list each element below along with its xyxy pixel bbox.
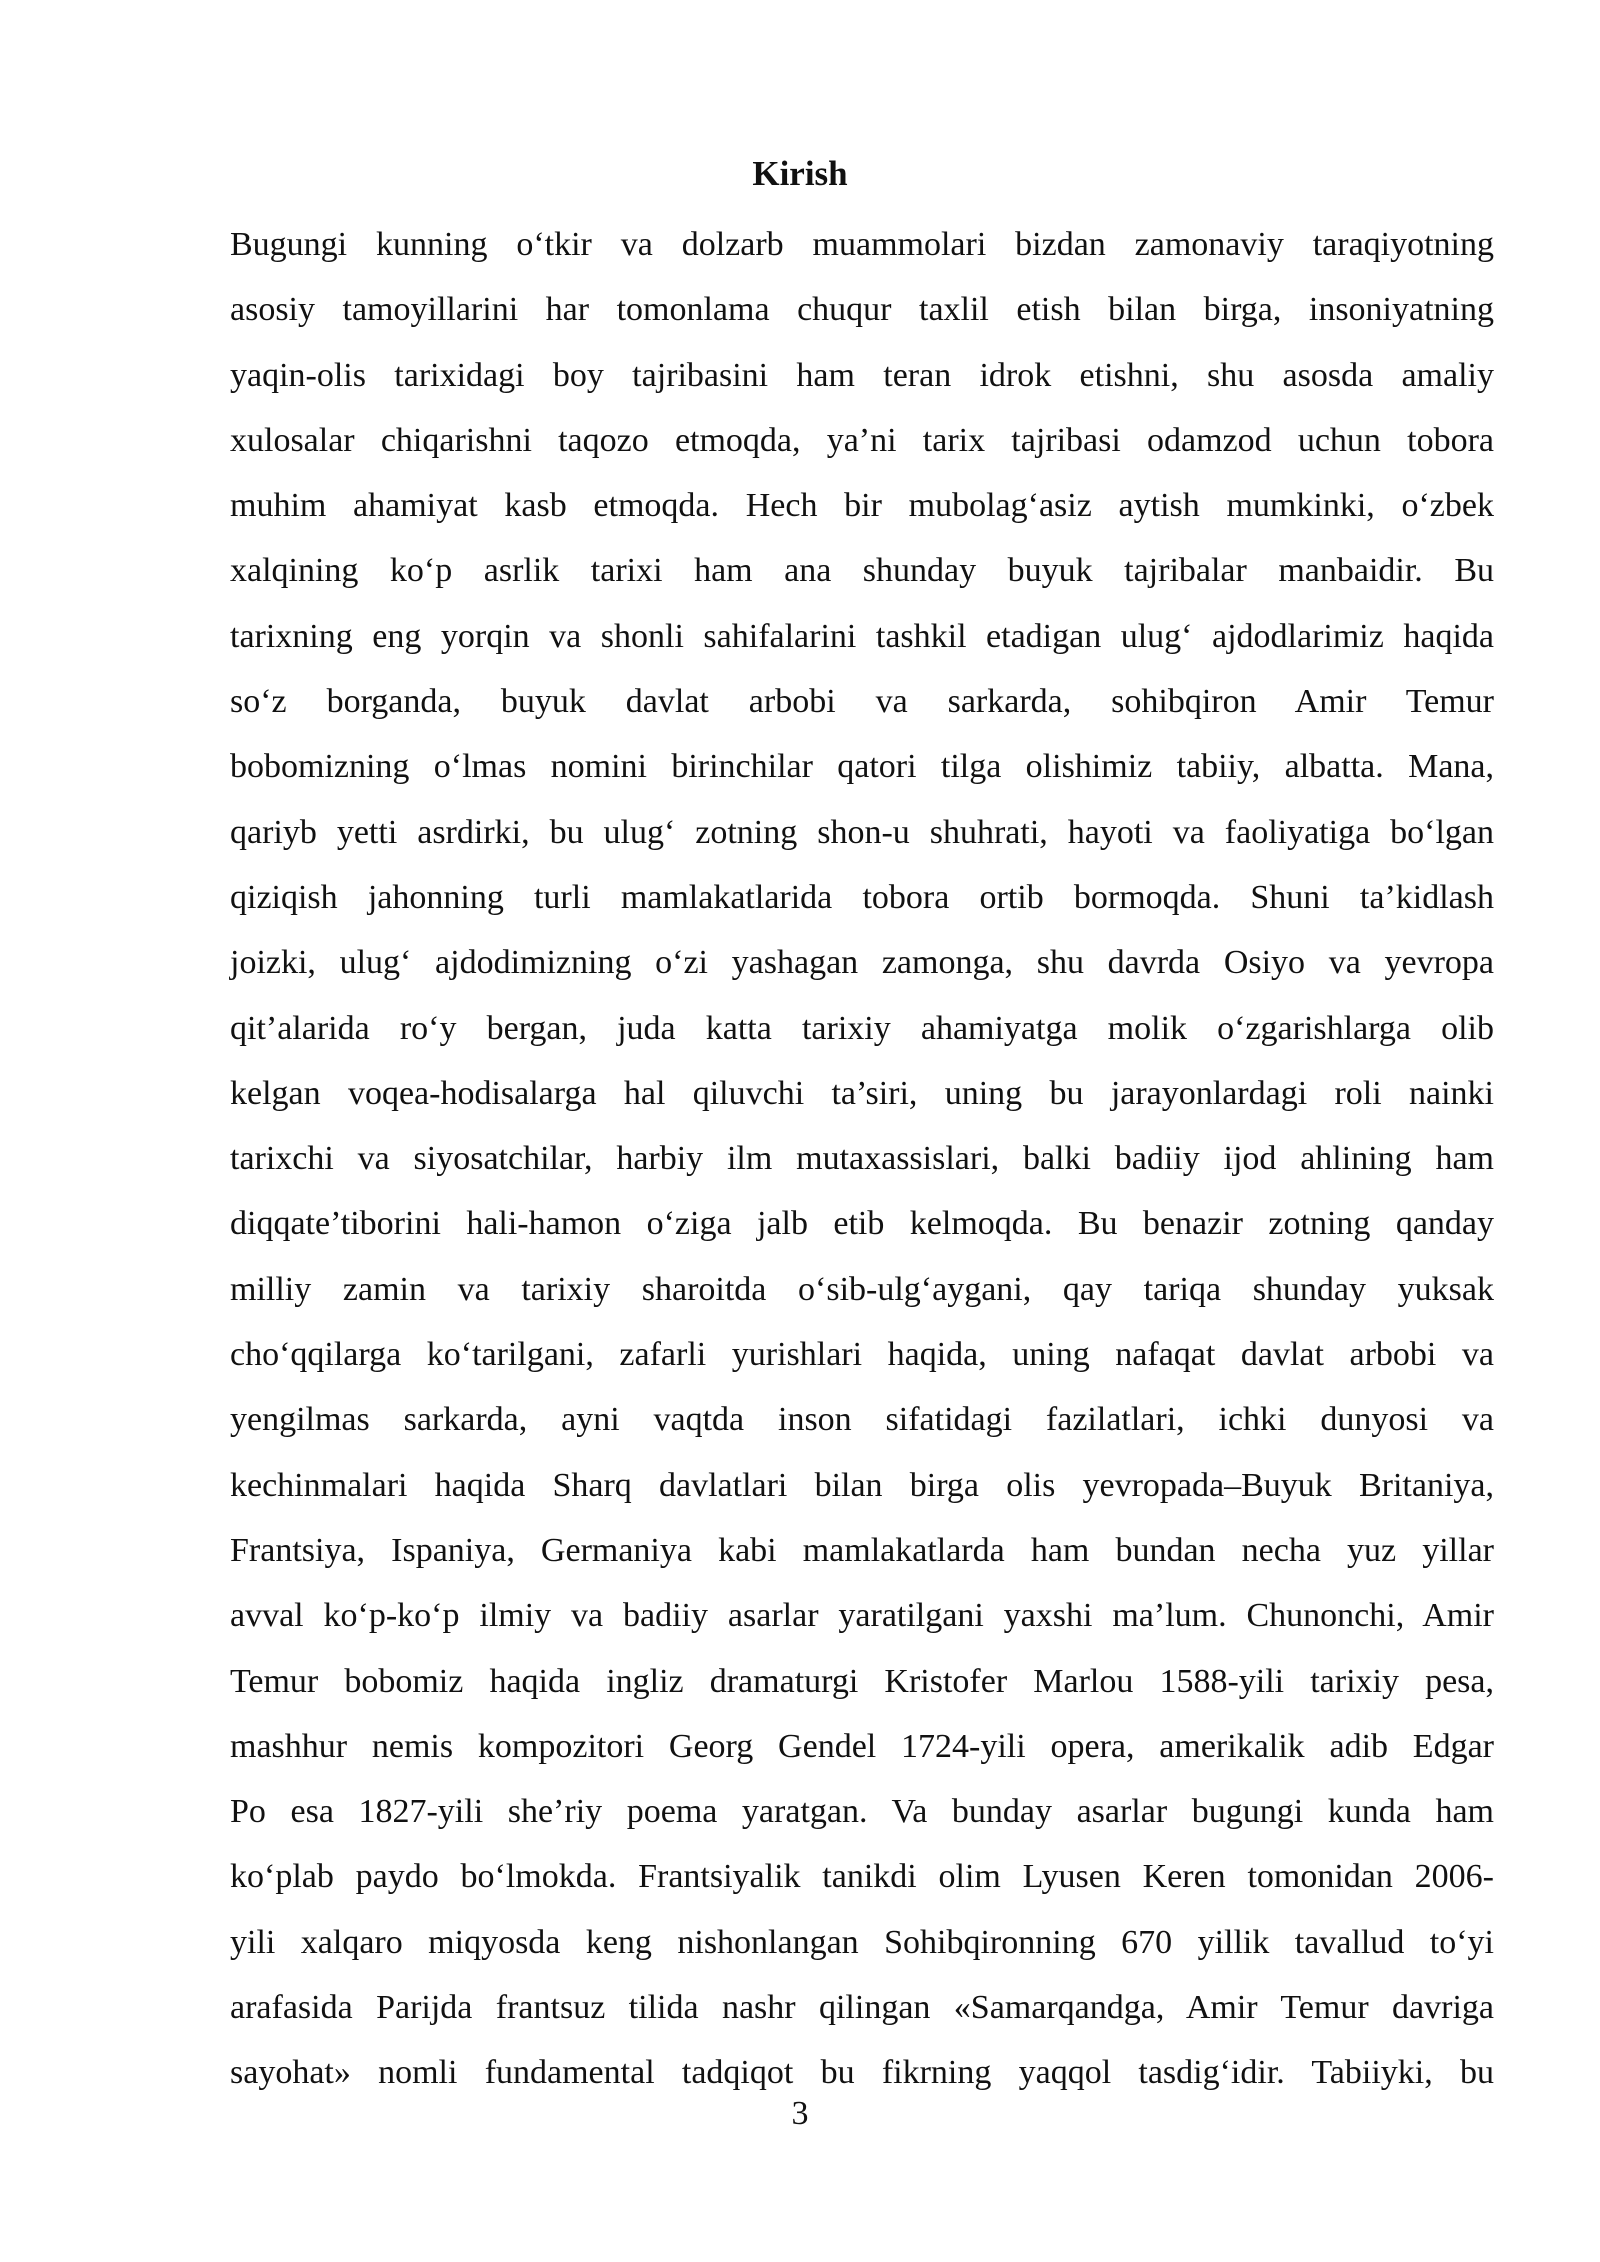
text-line: cho‘qqilarga ko‘tarilgani, zafarli yurishlari haqida, uning nafaqat davlat arbobi va	[230, 1336, 1494, 1374]
text-line: kechinmalari haqida Sharq davlatlari bilan birga olis yevropada–Buyuk Britaniya,	[230, 1466, 1494, 1504]
text-line: yili xalqaro miqyosda keng nishonlangan Sohibqironning 670 yillik tavallud to‘yi	[230, 1923, 1494, 1961]
text-line: Frantsiya, Ispaniya, Germaniya kabi mamlakatlarda ham bundan necha yuz yillar	[230, 1531, 1494, 1569]
text-line: Po esa 1827-yili she’riy poema yaratgan. Va bunday asarlar bugungi kunda ham	[230, 1793, 1494, 1831]
text-line: tarixning eng yorqin va shonli sahifalarini tashkil etadigan ulug‘ ajdodlarimiz haqida	[230, 617, 1494, 655]
text-line: muhim ahamiyat kasb etmoqda. Hech bir mubolag‘asiz aytish mumkinki, o‘zbek	[230, 487, 1494, 525]
text-line: ko‘plab paydo bo‘lmokda. Frantsiyalik tanikdi olim Lyusen Keren tomonidan 2006-	[230, 1858, 1494, 1896]
text-line: mashhur nemis kompozitori Georg Gendel 1724-yili opera, amerikalik adib Edgar	[230, 1727, 1494, 1765]
text-line: asosiy tamoyillarini har tomonlama chuqur taxlil etish bilan birga, insoniyatning	[230, 291, 1494, 329]
text-line: avval ko‘p-ko‘p ilmiy va badiiy asarlar yaratilgani yaxshi ma’lum. Chunonchi, Amir	[230, 1597, 1494, 1635]
text-line: Bugungi kunning o‘tkir va dolzarb muammolari bizdan zamonaviy taraqiyotning	[230, 226, 1494, 263]
text-line: diqqate’tiborini hali-hamon o‘ziga jalb etib kelmoqda. Bu benazir zotning qanday	[230, 1205, 1494, 1243]
text-line: so‘z borganda, buyuk davlat arbobi va sarkarda, sohibqiron Amir Temur	[230, 683, 1494, 721]
text-line: kelgan voqea-hodisalarga hal qiluvchi ta’siri, uning bu jarayonlardagi roli nainki	[230, 1074, 1494, 1112]
text-line: bobomizning o‘lmas nomini birinchilar qatori tilga olishimiz tabiiy, albatta. Mana,	[230, 748, 1494, 786]
text-line: milliy zamin va tarixiy sharoitda o‘sib-ulg‘aygani, qay tariqa shunday yuksak	[230, 1270, 1494, 1308]
text-line: qariyb yetti asrdirki, bu ulug‘ zotning shon-u shuhrati, hayoti va faoliyatiga bo‘lgan	[230, 813, 1494, 851]
text-line: qiziqish jahonning turli mamlakatlarida tobora ortib bormoqda. Shuni ta’kidlash	[230, 878, 1494, 916]
section-heading: Kirish	[752, 154, 848, 193]
text-line: qit’alarida ro‘y bergan, juda katta tarixiy ahamiyatga molik o‘zgarishlarga olib	[230, 1009, 1494, 1047]
body-paragraph	[230, 212, 1494, 2106]
text-line: tarixchi va siyosatchilar, harbiy ilm mutaxassislari, balki badiiy ijod ahlining ham	[230, 1140, 1494, 1178]
text-line: yengilmas sarkarda, ayni vaqtda inson sifatidagi fazilatlari, ichki dunyosi va	[230, 1401, 1494, 1439]
text-line: yaqin-olis tarixidagi boy tajribasini ham teran idrok etishni, shu asosda amaliy	[230, 356, 1494, 394]
text-line: xulosalar chiqarishni taqozo etmoqda, ya’ni tarix tajribasi odamzod uchun tobora	[230, 421, 1494, 459]
text-line: xalqining ko‘p asrlik tarixi ham ana shunday buyuk tajribalar manbaidir. Bu	[230, 552, 1494, 590]
text-line: sayohat» nomli fundamental tadqiqot bu fikrning yaqqol tasdig‘idir. Tabiiyki, bu	[230, 2054, 1494, 2092]
text-line: joizki, ulug‘ ajdodimizning o‘zi yashagan zamonga, shu davrda Osiyo va yevropa	[230, 944, 1494, 982]
text-line: Temur bobomiz haqida ingliz dramaturgi Kristofer Marlou 1588-yili tarixiy pesa,	[230, 1662, 1494, 1700]
page-number: 3	[791, 2095, 809, 2132]
text-line: arafasida Parijda frantsuz tilida nashr qilingan «Samarqandga, Amir Temur davriga	[230, 1989, 1494, 2027]
